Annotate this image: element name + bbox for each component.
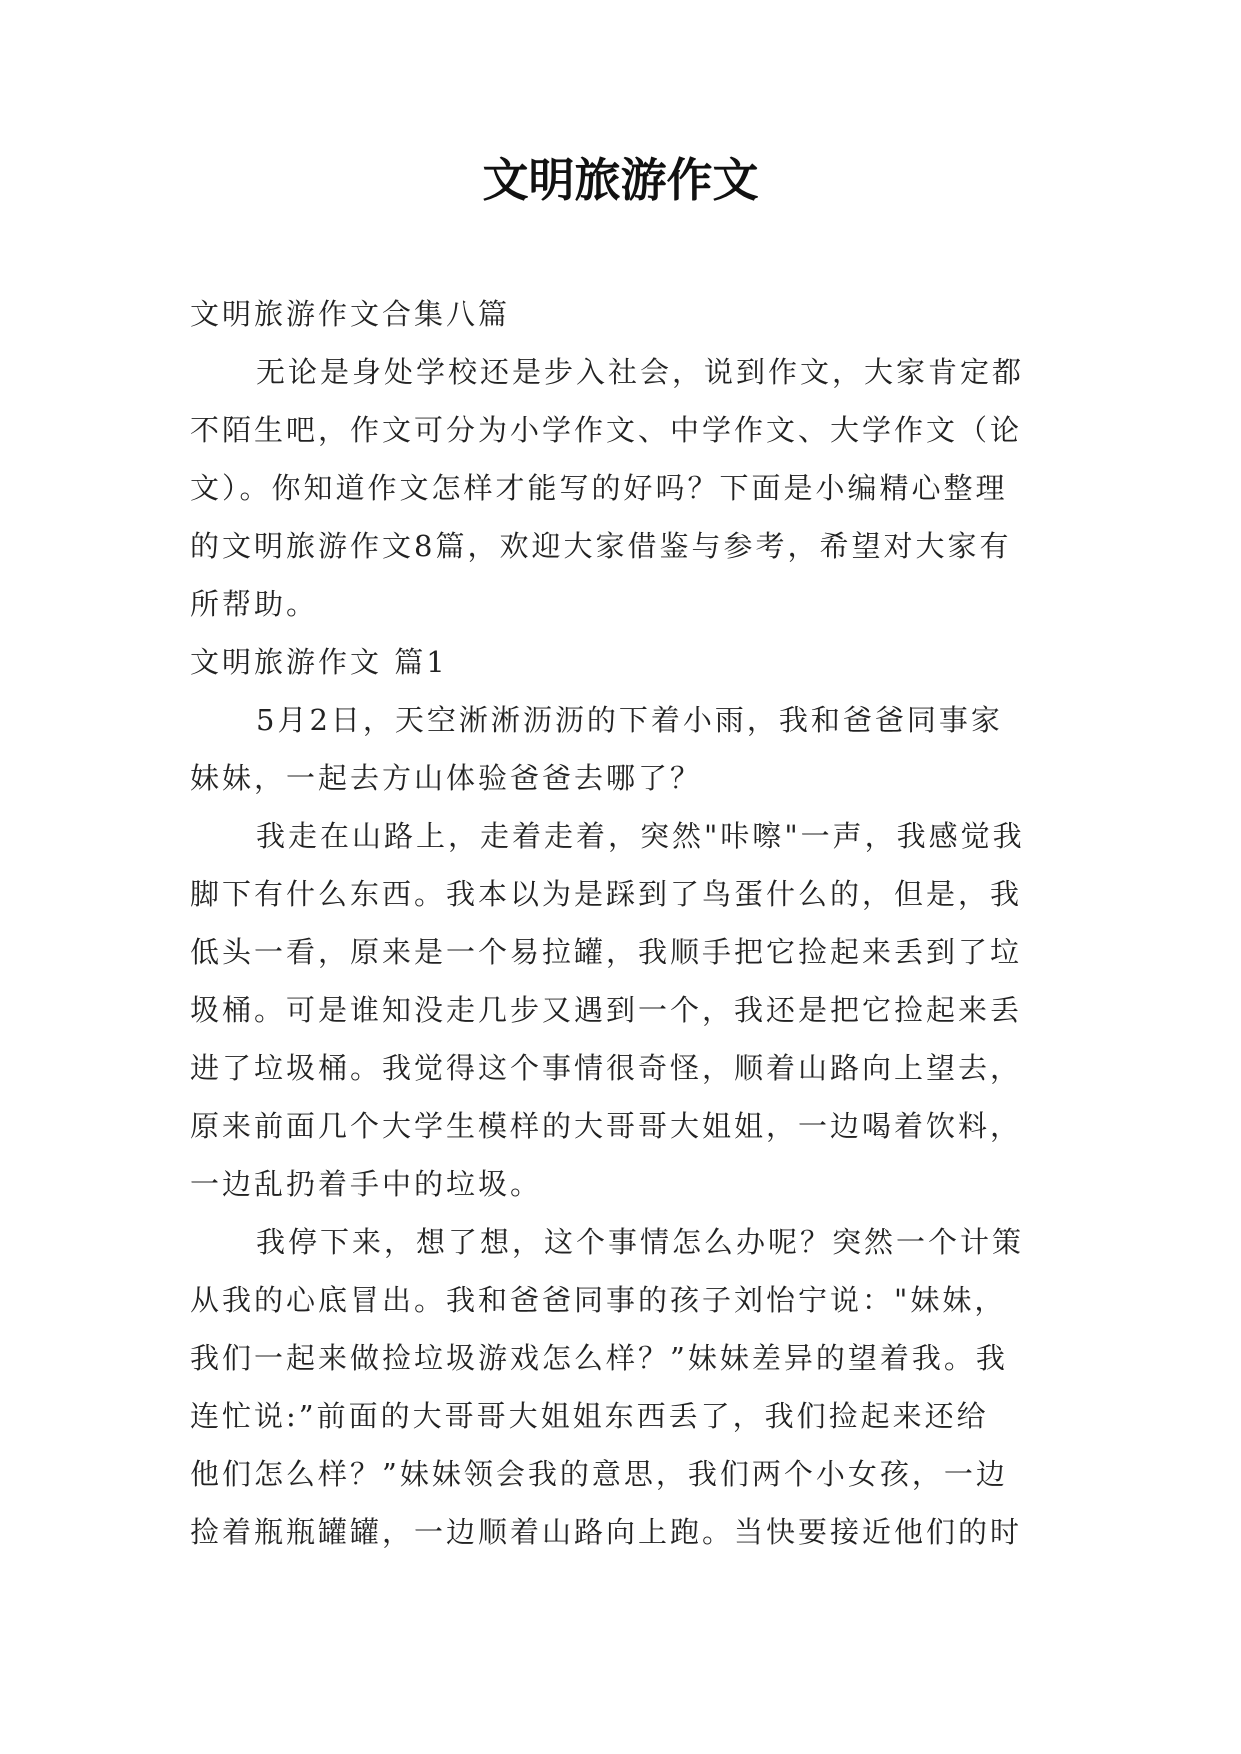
text-line: 文）。你知道作文怎样才能写的好吗？下面是小编精心整理 xyxy=(190,471,1008,505)
text-line: 一边乱扔着手中的垃圾。 xyxy=(190,1167,543,1201)
text-line: 无论是身处学校还是步入社会，说到作文，大家肯定都 xyxy=(256,355,1025,389)
text-line: 连忙说:”前面的大哥哥大姐姐东西丢了，我们捡起来还给 xyxy=(190,1399,989,1433)
text-line: 从我的心底冒出。我和爸爸同事的孩子刘怡宁说："妹妹， xyxy=(190,1283,1007,1317)
text-line: 进了垃圾桶。我觉得这个事情很奇怪，顺着山路向上望去， xyxy=(190,1051,1023,1085)
document-body xyxy=(190,285,1050,1561)
text-line: 我走在山路上，走着走着，突然"咔嚓"一声，我感觉我 xyxy=(256,819,1025,853)
text-line: 文明旅游作文 篇1 xyxy=(190,645,448,679)
text-line: 圾桶。可是谁知没走几步又遇到一个，我还是把它捡起来丢 xyxy=(190,993,1023,1027)
text-line: 不陌生吧，作文可分为小学作文、中学作文、大学作文（论 xyxy=(190,413,1023,447)
text-line: 我们一起来做捡垃圾游戏怎么样？”妹妹差异的望着我。我 xyxy=(190,1341,1008,1375)
text-line: 原来前面几个大学生模样的大哥哥大姐姐，一边喝着饮料， xyxy=(190,1109,1023,1143)
text-line: 妹妹，一起去方山体验爸爸去哪了？ xyxy=(190,761,703,795)
text-line: 低头一看，原来是一个易拉罐，我顺手把它捡起来丢到了垃 xyxy=(190,935,1023,969)
document-title: 文明旅游作文 xyxy=(482,153,759,207)
text-line: 文明旅游作文合集八篇 xyxy=(190,297,511,331)
text-line: 脚下有什么东西。我本以为是踩到了鸟蛋什么的，但是，我 xyxy=(190,877,1023,911)
text-line: 5月2日，天空淅淅沥沥的下着小雨，我和爸爸同事家 xyxy=(256,703,1003,737)
text-line: 所帮助。 xyxy=(190,587,319,621)
text-line: 他们怎么样？”妹妹领会我的意思，我们两个小女孩，一边 xyxy=(190,1457,1008,1491)
text-line: 我停下来，想了想，这个事情怎么办呢？突然一个计策 xyxy=(256,1225,1025,1259)
text-line: 捡着瓶瓶罐罐，一边顺着山路向上跑。当快要接近他们的时 xyxy=(190,1515,1023,1549)
text-line: 的文明旅游作文8篇，欢迎大家借鉴与参考，希望对大家有 xyxy=(190,529,1012,563)
